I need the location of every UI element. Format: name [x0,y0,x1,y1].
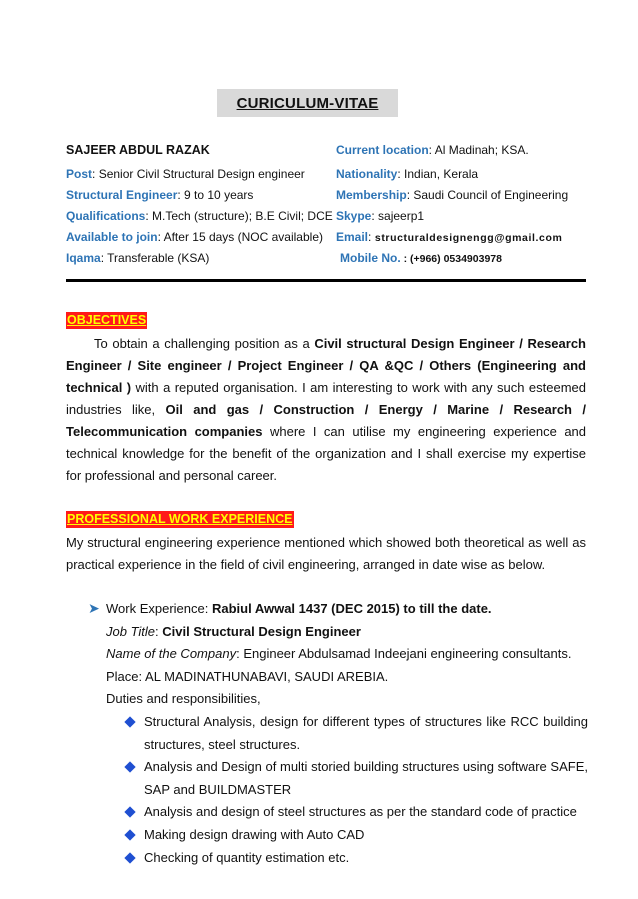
iqama-key: Iqama [66,251,101,265]
objectives-text-1: To obtain a challenging position as a [94,336,315,351]
duties-label: Duties and responsibilities, [106,691,261,707]
qualifications-line: Qualifications: M.Tech (structure); B.E Civil; DCE [66,209,333,223]
mobile-value: : (+966) 0534903978 [400,253,502,265]
candidate-name: SAJEER ABDUL RAZAK [66,143,210,157]
cv-title-box [217,89,398,117]
experience-key: Structural Engineer [66,188,178,202]
diamond-bullet-icon [124,852,135,863]
skype-value: sajeerp1 [374,209,425,223]
email-key: Email [336,230,369,244]
work-period: Rabiul Awwal 1437 (DEC 2015) to till the date. [211,601,492,616]
list-item: Checking of quantity estimation etc. [124,847,588,870]
qualifications-value: M.Tech (structure); B.E Civil; DCE [148,209,333,223]
diamond-bullet-icon [124,761,135,772]
diamond-bullet-icon [124,829,135,840]
cv-title: CURICULUM-VITAE [236,94,379,112]
available-key: Available to join [66,230,158,244]
post-line: Post: Senior Civil Structural Design engineer [66,167,305,181]
arrow-bullet-icon: ➤ [88,600,100,616]
iqama-line: Iqama: Transferable (KSA) [66,251,210,265]
place-value: AL MADINATHUNABAVI, SAUDI AREBIA. [142,668,389,684]
location-key: Current location [336,143,429,157]
work-experience-block [88,597,588,869]
mobile-line [340,251,502,265]
work-experience-label: Work Experience: [106,601,212,616]
membership-key: Membership [336,188,407,202]
objectives-text-3: where I can utilise my engineering experience and technical knowledge for the benefit of the organization and I shall exercise my expertise for professional and personal career. [66,424,587,483]
skype-key: Skype [336,209,372,223]
objectives-paragraph [66,333,586,487]
diamond-bullet-icon [124,807,135,818]
place-line: Place: AL MADINATHUNABAVI, SAUDI AREBIA. [106,668,389,684]
job-title-label: Job Title [106,623,156,639]
job-title-value: Civil Structural Design Engineer [162,623,361,639]
experience-line: Structural Engineer: 9 to 10 years [66,188,254,202]
company-line: Name of the Company: Engineer Abdulsamad Indeejani engineering consultants. [106,646,572,662]
duties-list [88,711,588,869]
nationality-line: Nationality: Indian, Kerala [336,167,479,181]
job-title-line: Job Title: Civil Structural Design Engineer [106,623,361,639]
header-divider [66,279,586,282]
post-key: Post [66,167,93,181]
company-value: Engineer Abdulsamad Indeejani engineering consultants. [239,646,572,662]
nationality-key: Nationality [336,167,398,181]
available-line: Available to join: After 15 days (NOC available) [66,230,323,244]
email-line: Email: structuraldesignengg@gmail.com [336,230,563,244]
place-label: Place [106,668,139,684]
email-value: structuraldesignengg@gmail.com [371,232,563,244]
post-value: Senior Civil Structural Design engineer [95,167,305,181]
work-experience-line [88,597,588,621]
objectives-bold-2: Oil and gas / Construction / Energy / Marine / Research / Telecommunication companies [66,402,586,439]
available-value: After 15 days (NOC available) [160,230,323,244]
experience-intro: My structural engineering experience mentioned which showed both theoretical as well as practical experience in the field of civil engineering, arranged in date wise as below. [66,535,586,572]
iqama-value: Transferable (KSA) [104,251,210,265]
objectives-heading: OBJECTIVES [67,313,147,327]
mobile-key: Mobile No. [340,251,401,265]
list-item: Analysis and design of steel structures as per the standard code of practice [124,801,588,824]
membership-value: Saudi Council of Engineering [410,188,569,202]
experience-value: 9 to 10 years [180,188,254,202]
list-item: Making design drawing with Auto CAD [124,824,588,847]
objectives-text-2: with a reputed organisation. I am interesting to work with any such esteemed industries like, [66,380,586,417]
objectives-bold-1: Civil structural Design Engineer / Research Engineer / Site engineer / Project Engineer / QA &QC / Others (Engineering and technical ) [66,336,586,395]
list-item: Analysis and Design of multi storied building structures using software SAFE, SAP and BUILDMASTER [124,756,588,801]
location-line: Current location: Al Madinah; KSA. [336,143,529,157]
location-value: Al Madinah; KSA. [432,143,529,157]
skype-line: Skype: sajeerp1 [336,209,425,223]
diamond-bullet-icon [124,716,135,727]
qualifications-key: Qualifications [66,209,146,223]
nationality-value: Indian, Kerala [400,167,479,181]
list-item: Structural Analysis, design for different types of structures like RCC building structures, steel structures. [124,711,588,756]
company-label: Name of the Company [106,646,237,662]
experience-heading: PROFESSIONAL WORK EXPERIENCE [67,512,293,526]
membership-line: Membership: Saudi Council of Engineering [336,188,569,202]
